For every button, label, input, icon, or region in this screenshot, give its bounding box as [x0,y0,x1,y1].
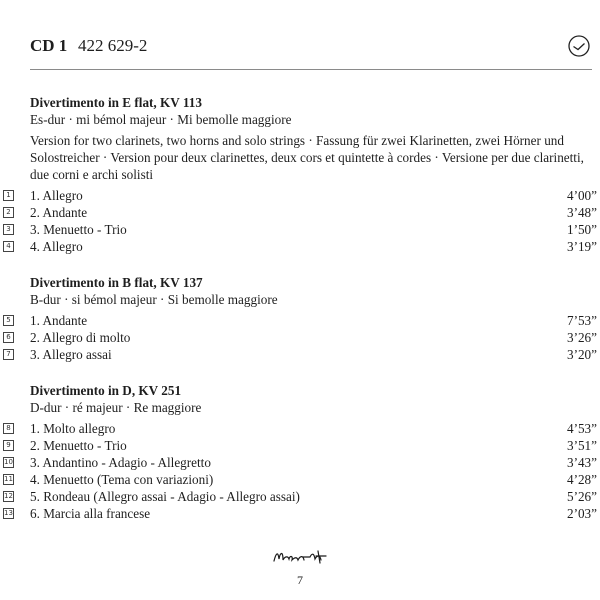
track-number-box: 3 [3,224,14,235]
clock-icon [567,34,591,58]
work-keys: Es-dur · mi bémol majeur · Mi bemolle maggiore [30,112,292,127]
track-row [4,471,597,488]
track-title: 5. Rondeau (Allegro assai - Adagio - Allegro assai) [30,489,300,504]
track-list [4,420,597,522]
track-row [6,187,597,204]
track-number-box: 13 [4,509,13,517]
catalog-number: 422 629-2 [78,36,148,55]
track-number-box: 1 [3,190,14,201]
track-duration: 4’53” [566,421,597,436]
track-row [6,420,597,437]
track-duration: 7’53” [566,313,597,328]
track-number-box: 12 [4,492,13,500]
track-duration: 3’20” [566,347,597,362]
track-duration: 4’00” [566,188,597,203]
track-list [6,312,597,363]
track-title: 3. Andantino - Adagio - Allegretto [30,455,211,470]
track-duration: 3’43” [566,455,597,470]
track-row [6,312,597,329]
track-duration: 4’28” [566,472,597,487]
track-title: 1. Andante [30,313,88,328]
cd-label: CD 1 [30,36,68,55]
track-duration: 3’19” [566,239,597,254]
track-number-box: 11 [4,475,13,483]
track-title: 2. Menuetto - Trio [30,438,127,453]
track-number-box: 2 [3,207,14,218]
track-row [4,488,597,505]
track-row [4,454,597,471]
work-kv113 [6,94,597,255]
work-title: Divertimento in B flat, KV 137 [30,275,203,290]
track-title: 6. Marcia alla francese [30,506,151,521]
track-number-box: 10 [4,458,13,466]
track-row [6,221,597,238]
work-instrumentation: Version for two clarinets, two horns and solo strings · Fassung für zwei Klarinetten, zwei Hörner und Solostreicher · Version pour deux clarinettes, deux cors et quintette à cordes · Versione per due clarinetti, due corni e archi solisti [30,133,584,182]
work-title: Divertimento in E flat, KV 113 [30,95,202,110]
track-title: 2. Andante [30,205,88,220]
track-title: 4. Allegro [30,239,83,254]
work-keys: D-dur · ré majeur · Re maggiore [30,400,202,415]
track-duration: 3’26” [566,330,597,345]
track-row [6,329,597,346]
track-duration: 5’26” [566,489,597,504]
track-row [4,505,597,522]
track-number-box: 6 [3,332,14,343]
track-title: 4. Menuetto (Tema con variazioni) [30,472,214,487]
header-rule [30,69,592,70]
page-number: 7 [297,573,303,587]
work-keys: B-dur · si bémol majeur · Si bemolle maggiore [30,292,278,307]
work-kv137 [6,274,597,363]
track-number-box: 5 [3,315,14,326]
header [30,34,590,64]
track-listing [4,94,597,541]
track-title: 3. Menuetto - Trio [30,222,127,237]
track-list [6,187,597,255]
track-duration: 3’51” [566,438,597,453]
track-duration: 1’50” [566,222,597,237]
track-duration: 2’03” [566,506,597,521]
track-row [6,238,597,255]
track-row [6,437,597,454]
track-title: 2. Allegro di molto [30,330,131,345]
work-kv251 [4,382,597,522]
work-title: Divertimento in D, KV 251 [30,383,182,398]
track-row [6,346,597,363]
track-number-box: 7 [3,349,14,360]
mozart-signature [270,545,340,567]
track-title: 1. Molto allegro [30,421,116,436]
track-number-box: 4 [3,241,14,252]
track-title: 3. Allegro assai [30,347,112,362]
track-row [6,204,597,221]
track-number-box: 9 [3,440,14,451]
track-number-box: 8 [3,423,14,434]
track-title: 1. Allegro [30,188,83,203]
track-duration: 3’48” [566,205,597,220]
